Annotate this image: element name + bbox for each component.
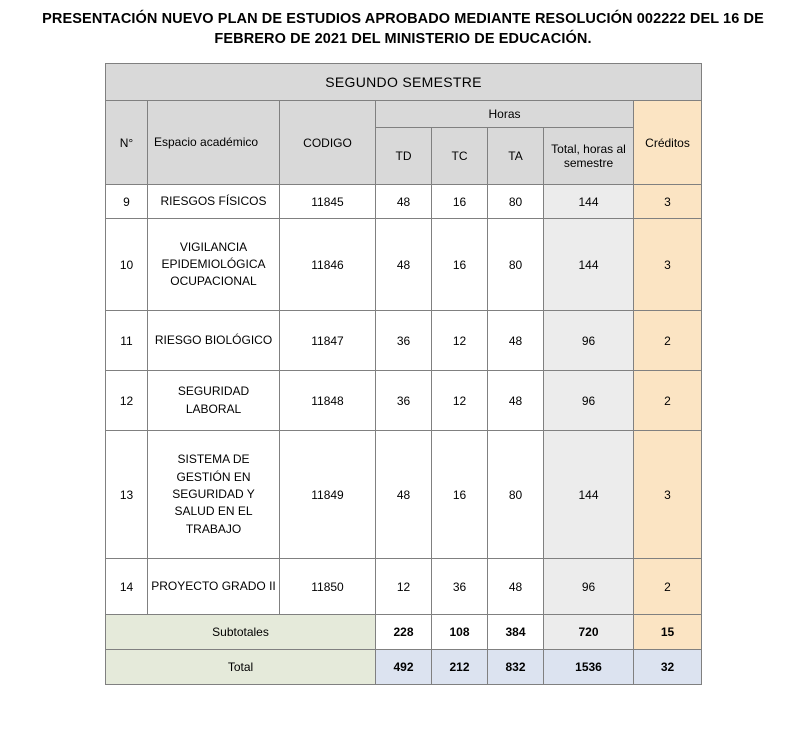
row-creditos: 3 [634, 219, 702, 311]
plan-table-wrapper [105, 63, 701, 685]
subtotals-ta: 384 [488, 615, 544, 650]
page-title: PRESENTACIÓN NUEVO PLAN DE ESTUDIOS APROBADO MEDIANTE RESOLUCIÓN 002222 DEL 16 DE FEBRERO DE 2021 DEL MINISTERIO DE EDUCACIÓN. [42, 11, 764, 47]
row-total-horas: 144 [544, 185, 634, 219]
row-td: 48 [376, 431, 432, 559]
header-td: TD [376, 128, 432, 185]
plan-de-estudios-table [105, 63, 702, 685]
row-espacio-academico: VIGILANCIA EPIDEMIOLÓGICA OCUPACIONAL [148, 219, 280, 311]
row-total-horas: 96 [544, 559, 634, 615]
row-tc: 12 [432, 371, 488, 431]
document-page [0, 10, 806, 739]
subtotals-total-horas: 720 [544, 615, 634, 650]
row-ta: 48 [488, 559, 544, 615]
row-number: 10 [106, 219, 148, 311]
row-tc: 16 [432, 431, 488, 559]
row-creditos: 2 [634, 311, 702, 371]
row-number: 12 [106, 371, 148, 431]
total-row [106, 650, 702, 685]
row-espacio-academico: RIESGO BIOLÓGICO [148, 311, 280, 371]
table-row [106, 219, 702, 311]
row-td: 36 [376, 371, 432, 431]
row-tc: 36 [432, 559, 488, 615]
row-total-horas: 144 [544, 431, 634, 559]
row-creditos: 3 [634, 431, 702, 559]
row-tc: 16 [432, 219, 488, 311]
header-ta: TA [488, 128, 544, 185]
row-total-horas: 96 [544, 311, 634, 371]
row-espacio-academico: PROYECTO GRADO II [148, 559, 280, 615]
table-header-group-row [106, 101, 702, 128]
row-creditos: 2 [634, 371, 702, 431]
total-total-horas: 1536 [544, 650, 634, 685]
row-ta: 48 [488, 311, 544, 371]
row-codigo: 11849 [280, 431, 376, 559]
row-td: 12 [376, 559, 432, 615]
row-codigo: 11845 [280, 185, 376, 219]
table-header-semester-row [106, 64, 702, 101]
row-number: 14 [106, 559, 148, 615]
header-horas: Horas [376, 101, 634, 128]
subtotals-td: 228 [376, 615, 432, 650]
subtotals-tc: 108 [432, 615, 488, 650]
row-codigo: 11846 [280, 219, 376, 311]
row-codigo: 11848 [280, 371, 376, 431]
header-creditos: Créditos [634, 101, 702, 185]
row-espacio-academico: SEGURIDAD LABORAL [148, 371, 280, 431]
header-espacio-academico: Espacio académico [148, 101, 280, 185]
subtotals-creditos: 15 [634, 615, 702, 650]
total-tc: 212 [432, 650, 488, 685]
row-total-horas: 96 [544, 371, 634, 431]
row-tc: 12 [432, 311, 488, 371]
row-espacio-academico: RIESGOS FÍSICOS [148, 185, 280, 219]
row-number: 9 [106, 185, 148, 219]
header-total-horas: Total, horas al semestre [544, 128, 634, 185]
row-creditos: 3 [634, 185, 702, 219]
row-number: 11 [106, 311, 148, 371]
row-td: 48 [376, 219, 432, 311]
table-row [106, 559, 702, 615]
row-ta: 48 [488, 371, 544, 431]
row-number: 13 [106, 431, 148, 559]
table-row [106, 311, 702, 371]
header-codigo: CODIGO [280, 101, 376, 185]
subtotals-row [106, 615, 702, 650]
total-label: Total [106, 650, 376, 685]
subtotals-label: Subtotales [106, 615, 376, 650]
row-ta: 80 [488, 431, 544, 559]
semester-header: SEGUNDO SEMESTRE [106, 64, 702, 101]
row-codigo: 11850 [280, 559, 376, 615]
row-total-horas: 144 [544, 219, 634, 311]
table-row [106, 371, 702, 431]
row-ta: 80 [488, 185, 544, 219]
row-creditos: 2 [634, 559, 702, 615]
row-codigo: 11847 [280, 311, 376, 371]
row-td: 48 [376, 185, 432, 219]
total-td: 492 [376, 650, 432, 685]
header-tc: TC [432, 128, 488, 185]
row-espacio-academico: SISTEMA DE GESTIÓN EN SEGURIDAD Y SALUD EN EL TRABAJO [148, 431, 280, 559]
table-row [106, 185, 702, 219]
total-ta: 832 [488, 650, 544, 685]
row-ta: 80 [488, 219, 544, 311]
table-row [106, 431, 702, 559]
total-creditos: 32 [634, 650, 702, 685]
row-tc: 16 [432, 185, 488, 219]
row-td: 36 [376, 311, 432, 371]
header-n: N° [106, 101, 148, 185]
